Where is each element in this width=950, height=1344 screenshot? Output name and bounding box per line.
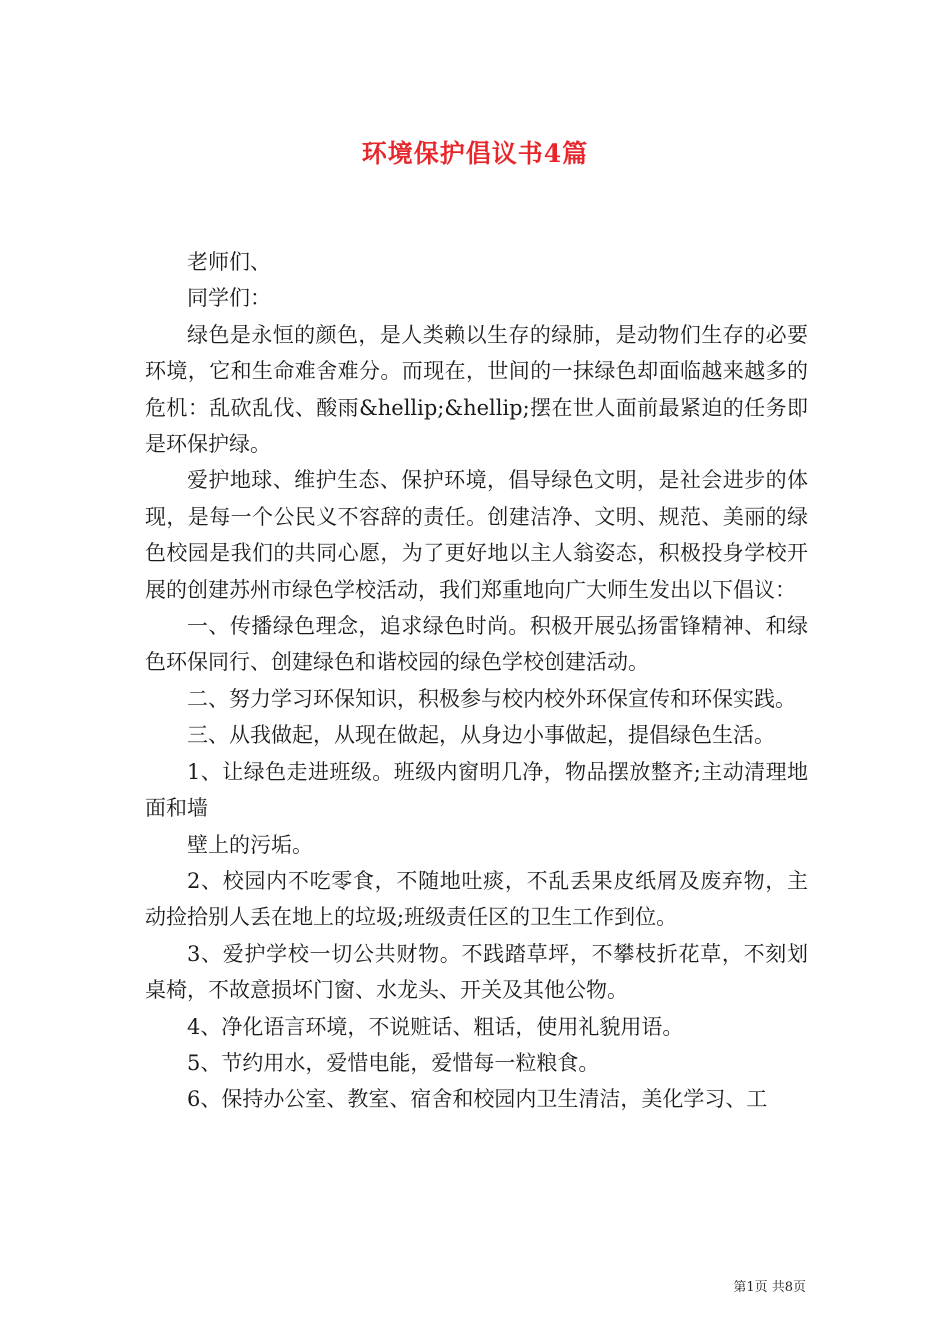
page-number: 第1页 共8页	[733, 1280, 806, 1295]
paragraph-proposal-1: 一、传播绿色理念，追求绿色时尚。积极开展弘扬雷锋精神、和绿色环保同行、创建绿色和谐校园的绿色学校创建活动。	[145, 614, 808, 675]
document-body	[145, 244, 808, 1118]
paragraph-item-3: 3、爱护学校一切公共财物。不践踏草坪，不攀枝折花草，不刻划桌椅，不故意损坏门窗、水龙头、开关及其他公物。	[145, 941, 808, 1003]
paragraph-item-1: 1、让绿色走进班级。班级内窗明几净，物品摆放整齐;主动清理地面和墙	[145, 759, 808, 821]
paragraph-intro: 绿色是永恒的颜色，是人类赖以生存的绿肺，是动物们生存的必要环境，它和生命难舍难分。而现在，世间的一抹绿色却面临越来越多的危机：乱砍乱伐、酸雨&hellip;&hellip;摆在世人面前最紧迫的任务即是环保护绿。	[145, 322, 808, 457]
document-title: 环境保护倡议书4篇	[361, 139, 589, 168]
paragraph-responsibility: 爱护地球、维护生态、保护环境，倡导绿色文明，是社会进步的体现，是每一个公民义不容辞的责任。创建洁净、文明、规范、美丽的绿色校园是我们的共同心愿，为了更好地以主人翁姿态，积极投身学校开展的创建苏州市绿色学校活动，我们郑重地向广大师生发出以下倡议：	[145, 468, 808, 602]
paragraph-proposal-3: 三、从我做起，从现在做起，从身边小事做起，提倡绿色生活。	[187, 723, 775, 748]
paragraph-item-4: 4、净化语言环境，不说赃话、粗话，使用礼貌用语。	[187, 1014, 684, 1039]
paragraph-item-1-cont: 壁上的污垢。	[187, 832, 313, 857]
paragraph-item-2: 2、校园内不吃零食，不随地吐痰，不乱丢果皮纸屑及废弃物，主动捡拾别人丢在地上的垃圾;班级责任区的卫生工作到位。	[145, 868, 808, 930]
paragraph-salutation-students: 同学们：	[187, 286, 271, 311]
paragraph-proposal-2: 二、努力学习环保知识，积极参与校内校外环保宣传和环保实践。	[187, 686, 796, 711]
paragraph-item-5: 5、节约用水，爱惜电能，爱惜每一粒粮食。	[187, 1050, 600, 1075]
paragraph-salutation-teachers: 老师们、	[187, 250, 271, 274]
paragraph-item-6: 6、保持办公室、教室、宿舍和校园内卫生清洁，美化学习、工	[187, 1087, 768, 1112]
